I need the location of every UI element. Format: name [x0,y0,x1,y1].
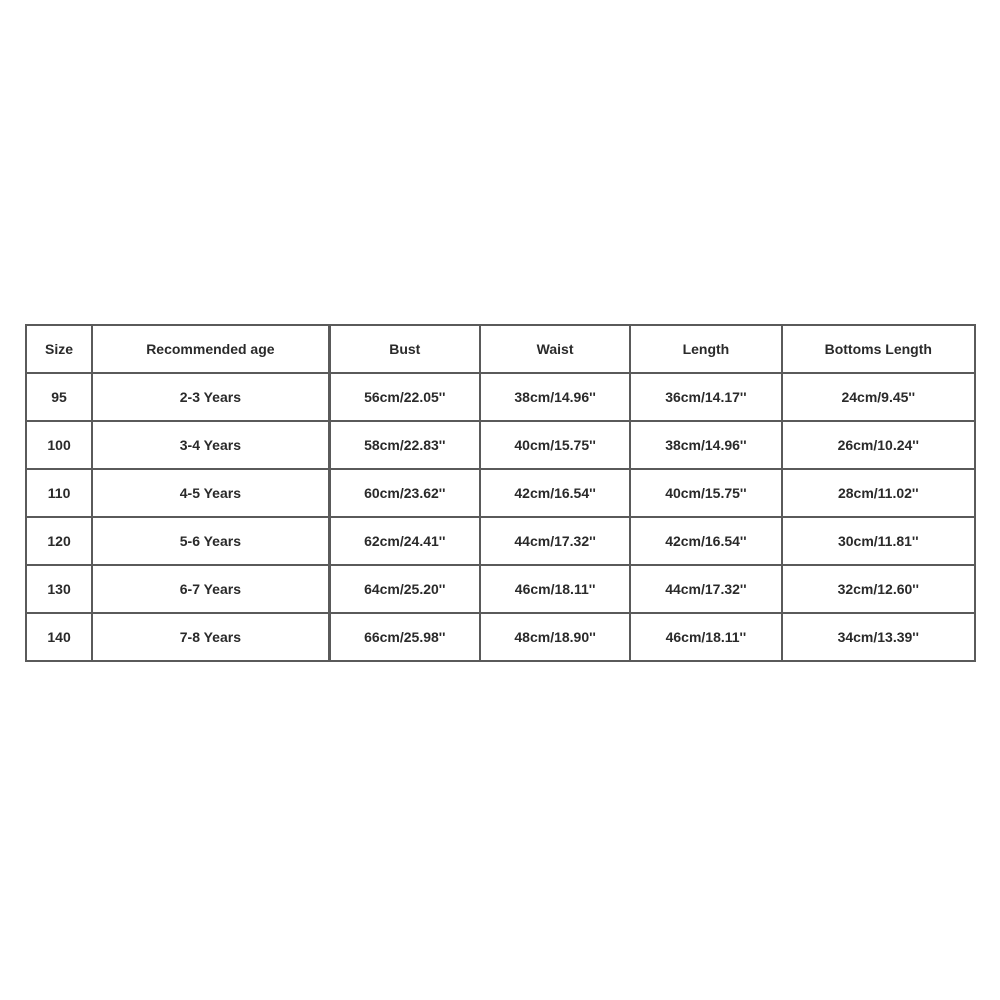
cell-bottoms-length: 24cm/9.45'' [783,374,976,422]
header-row [27,326,976,374]
cell-waist: 46cm/18.11'' [481,566,631,614]
cell-recommended-age: 6-7 Years [93,566,331,614]
cell-size: 130 [27,566,93,614]
cell-bottoms-length: 28cm/11.02'' [783,470,976,518]
cell-bust: 60cm/23.62'' [331,470,481,518]
table-row [27,374,976,422]
cell-bust: 56cm/22.05'' [331,374,481,422]
cell-length: 42cm/16.54'' [631,518,782,566]
table-row [27,614,976,662]
header-waist: Waist [481,326,631,374]
header-bottoms-length: Bottoms Length [783,326,976,374]
cell-waist: 42cm/16.54'' [481,470,631,518]
cell-bottoms-length: 32cm/12.60'' [783,566,976,614]
table-row [27,566,976,614]
cell-waist: 40cm/15.75'' [481,422,631,470]
header-size: Size [27,326,93,374]
cell-bottoms-length: 34cm/13.39'' [783,614,976,662]
cell-recommended-age: 5-6 Years [93,518,331,566]
cell-size: 95 [27,374,93,422]
cell-recommended-age: 2-3 Years [93,374,331,422]
header-recommended-age: Recommended age [93,326,331,374]
table-row [27,470,976,518]
cell-waist: 44cm/17.32'' [481,518,631,566]
cell-bust: 58cm/22.83'' [331,422,481,470]
cell-waist: 48cm/18.90'' [481,614,631,662]
cell-recommended-age: 7-8 Years [93,614,331,662]
size-chart-table [25,324,976,662]
cell-size: 110 [27,470,93,518]
cell-waist: 38cm/14.96'' [481,374,631,422]
cell-recommended-age: 4-5 Years [93,470,331,518]
table-row [27,422,976,470]
table-row [27,518,976,566]
cell-bottoms-length: 30cm/11.81'' [783,518,976,566]
cell-bust: 62cm/24.41'' [331,518,481,566]
cell-length: 38cm/14.96'' [631,422,782,470]
cell-length: 44cm/17.32'' [631,566,782,614]
cell-length: 40cm/15.75'' [631,470,782,518]
cell-size: 140 [27,614,93,662]
header-bust: Bust [331,326,481,374]
cell-bottoms-length: 26cm/10.24'' [783,422,976,470]
cell-size: 100 [27,422,93,470]
cell-bust: 66cm/25.98'' [331,614,481,662]
cell-length: 36cm/14.17'' [631,374,782,422]
header-length: Length [631,326,782,374]
cell-recommended-age: 3-4 Years [93,422,331,470]
cell-bust: 64cm/25.20'' [331,566,481,614]
cell-size: 120 [27,518,93,566]
cell-length: 46cm/18.11'' [631,614,782,662]
